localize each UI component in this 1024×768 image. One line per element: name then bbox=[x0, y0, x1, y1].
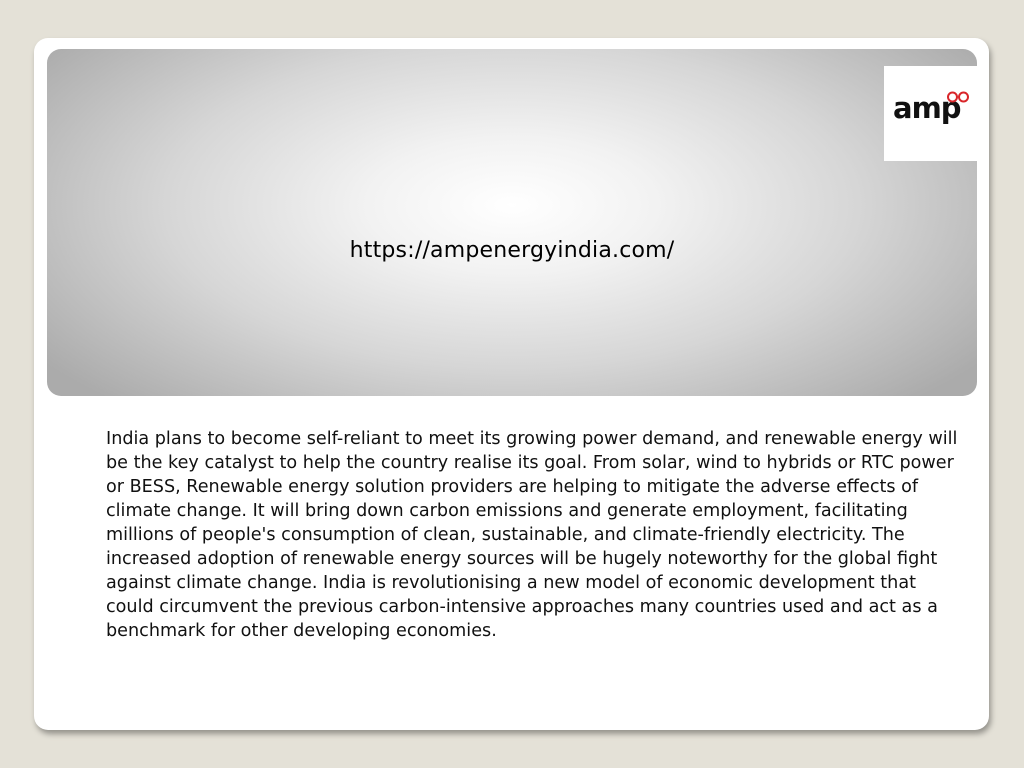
amp-logo bbox=[884, 66, 977, 161]
website-url: https://ampenergyindia.com/ bbox=[349, 238, 675, 263]
logo-wordmark: amp bbox=[893, 91, 961, 125]
body-paragraph: India plans to become self-reliant to meet its growing power demand, and renewable energy will be the key catalyst to help the country realise its goal. From solar, wind to hybrids or RTC power or BESS, Renewable energy solution providers are helping to mitigate the adverse effects of climate change. It will bring down carbon emissions and generate employment, facilitating millions of people's consumption of clean, sustainable, and climate-friendly electricity. The increased adoption of renewable energy sources will be hugely noteworthy for the global fight against climate change. India is revolutionising a new model of economic development that could circumvent the previous carbon-intensive approaches many countries used and act as a benchmark for other developing economies. bbox=[106, 429, 958, 641]
header-banner bbox=[47, 49, 977, 396]
infinity-icon bbox=[946, 90, 970, 104]
slide bbox=[34, 38, 989, 730]
